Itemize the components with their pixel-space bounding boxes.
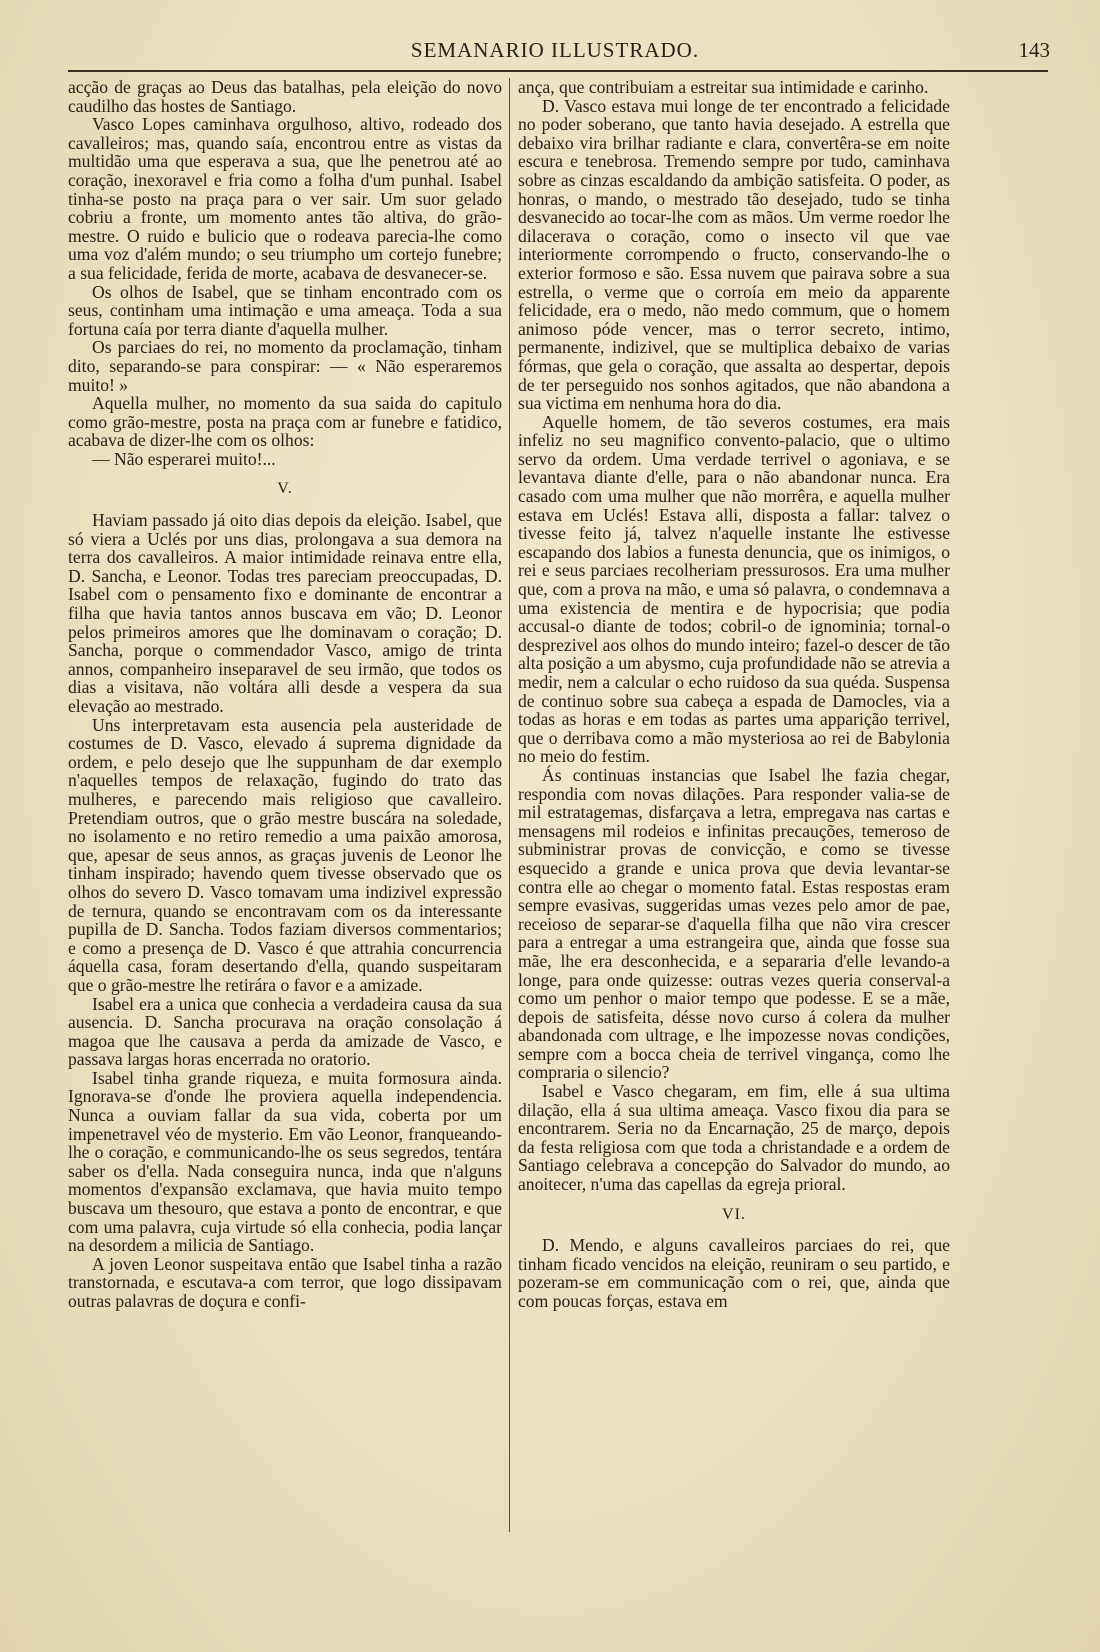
paragraph: D. Vasco estava mui longe de ter encontrado a felicidade no poder soberano, que tanto havia desejado. A estrella que debaixo vira brilhar radiante e clara, convertêra-se em noite escura e tenebrosa. Tremendo sempre por tudo, caminhava sobre as cinzas escaldando da ambição satisfeita. O poder, as honras, o mando, o mestrado tão desejado, tudo se tinha desvanecido ao tocar-lhe com as mãos. Um verme roedor lhe dilacerava o coração, como o insecto vil que vae interiormente corrompendo o fructo, conservando-lhe o exterior formoso e são. Essa nuvem que pairava sobre a sua estrella, o verme que o corroía em meio da apparente felicidade, era o medo, não medo commum, que o homem animoso póde vencer, mas o terror secreto, intimo, permanente, indizivel, que se multiplica debaixo de varias fórmas, que gela o coração, que assalta ao despertar, depois de ter perseguido nos sonhos agitados, que não abandona a sua victima em nenhuma hora do dia. <box>518 95 950 414</box>
right-column <box>518 78 950 1634</box>
dialogue-line: — Não esperarei muito!... <box>92 448 276 469</box>
paragraph: Os parciaes do rei, no momento da proclamação, tinham dito, separando-se para conspirar: — « Não esperaremos muito! » <box>68 337 502 395</box>
paragraph: A joven Leonor suspeitava então que Isabel tinha a razão transtornada, e escutava-a com terror, que logo dissipavam outras palavras de doçura e confi- <box>68 1253 502 1311</box>
column-divider <box>509 78 510 1532</box>
header-rule <box>68 70 1048 72</box>
paragraph: Os olhos de Isabel, que se tinham encontrado com os seus, continham uma intimação e uma ameaça. Toda a sua fortuna caía por terra diante d'aquella mulher. <box>68 281 502 339</box>
left-column <box>68 78 502 1634</box>
paragraph: Haviam passado já oito dias depois da eleição. Isabel, que só viera a Uclés por uns dias, prolongava a sua demora na terra dos cavalleiros. A maior intimidade reinava entre ella, D. Sancha, e Leonor. Todas tres pareciam preoccupadas, D. Isabel com o pensamento fixo e dominante de encontrar a filha que havia tantos annos buscava em vão; D. Leonor pelos primeiros amores que lhe dominavam o coração; D. Sancha, porque o commendador Vasco, amigo de trinta annos, companheiro inseparavel de seu irmão, que todos os dias a visitava, não voltára alli desde a vespera da sua elevação ao mestrado. <box>68 510 502 716</box>
paragraph: ança, que contribuiam a estreitar sua intimidade e carinho. <box>518 78 929 97</box>
paragraph: Isabel tinha grande riqueza, e muita formosura ainda. Ignorava-se d'onde lhe proviera aquella independencia. Nunca a ouviam fallar da sua vida, coberta por um impenetravel véo de mysterio. Em vão Leonor, franqueando-lhe o coração, e communicando-lhe os seus segredos, tentára saber os d'ella. Nada conseguira nunca, inda que n'alguns momentos d'expansão exclamava, que havia muito tempo buscava um thesouro, que estava a ponto de encontrar, e que com uma palavra, cuja virtude só ella conhecia, podia lançar na desordem a milicia de Santiago. <box>68 1067 502 1256</box>
running-title: SEMANARIO ILLUSTRADO. <box>410 38 700 62</box>
paragraph: Isabel era a unica que conhecia a verdadeira causa da sua ausencia. D. Sancha procurava na oração consolação á magoa que lhe causava a perda da amizade de Vasco, e passava largas horas encerrada no oratorio. <box>68 993 502 1070</box>
page-header <box>60 38 1050 70</box>
section-heading-v: V. <box>277 480 293 498</box>
paragraph: Ás continuas instancias que Isabel lhe fazia chegar, respondia com novas dilações. Para responder valia-se de mil estratagemas, disfarçava a letra, empregava nas cartas e mensagens mil rodeios e infinitas precauções, temeroso de subministrar provas de convicção, e como se tivesse esquecido a grande e unica prova que devia levantar-se contra elle ao chegar o momento fatal. Estas respostas eram sempre evasivas, suggeridas umas vezes pelo amor de pae, receioso de separar-se d'aquella filha que não vira crescer para a entregar a uma estrangeira que, ainda que fosse sua mãe, lhe era desconhecida, e a separaria d'elle levando-a longe, para onde quizesse: outras vezes queria conserval-a como um penhor o maior tempo que podesse. E se a mãe, depois de satisfeita, désse novo curso á colera da mulher abandonada com ultrage, e lhe impozesse novas condições, sempre com a bocca cheia de terrivel vingança, como lhe compraria o silencio? <box>518 764 950 1083</box>
section-heading-vi: VI. <box>722 1205 746 1223</box>
paragraph: Uns interpretavam esta ausencia pela austeridade de costumes de D. Vasco, elevado á suprema dignidade da ordem, e pelo desejo que lhe suppunham de dar exemplo n'aquelles tempos de relaxação, fugindo do trato das mulheres, e parecendo mais religioso que cavalleiro. Pretendiam outros, que o grão mestre buscára na soledade, no isolamento e no retiro remedio a uma paixão amorosa, que, apesar de seus annos, as graças juvenis de Leonor lhe tinham inspirado; havendo quem tivesse observado que os olhos do severo D. Vasco tomavam uma indizivel expressão de ternura, quando se encontravam com os da interessante pupilla de D. Sancha. Todos faziam diversos commentarios; e como a presença de D. Vasco é que attrahia concurrencia áquella casa, foram desertando d'ella, quando suspeitaram que o grão-mestre lhe retirára o favor e a amizade. <box>68 714 502 995</box>
paragraph: Aquella mulher, no momento da sua saida do capitulo como grão-mestre, posta na praça com ar funebre e fatidico, acabava de dizer-lhe com os olhos: <box>68 393 502 451</box>
paragraph: D. Mendo, e alguns cavalleiros parciaes do rei, que tinham ficado vencidos na eleição, reuniram o seu partido, e pozeram-se em communicação com o rei, que, ainda que com poucas forças, estava em <box>518 1235 950 1311</box>
paragraph: Isabel e Vasco chegaram, em fim, elle á sua ultima dilação, ella á sua ultima ameaça. Vasco fixou dia para se encontrarem. Seria no da Encarnação, 25 de março, depois da festa religiosa com que toda a christandade e a ordem de Santiago celebrava a concepção do Salvador do mundo, ao anoitecer, n'uma das capellas da egreja prioral. <box>518 1081 950 1195</box>
page-number: 143 <box>1018 38 1050 62</box>
paragraph: Vasco Lopes caminhava orgulhoso, altivo, rodeado dos cavalleiros; mas, quando saía, encontrou entre as vistas da multidão uma que esperava a sua, que lhe penetrou até ao coração, inexoravel e fria como a folha d'um punhal. Isabel tinha-se posto na praça para o ver sair. Um suor gelado cobriu a fronte, um momento antes tão altiva, do grão-mestre. O ruido e bulicio que o rodeava parecia-lhe como uma voz d'além mundo; o seu triumpho um cortejo funebre; a sua felicidade, ferida de morte, acabava de desvanecer-se. <box>68 114 502 283</box>
paragraph: Aquelle homem, de tão severos costumes, era mais infeliz no seu magnifico convento-palacio, que o ultimo servo da ordem. Uma verdade terrivel o agoniava, e se levantava diante d'elle, para o não abandonar nunca. Era casado com uma mulher que não morrêra, e aquella mulher estava em Uclés! Estava alli, disposta a fallar: talvez o tivesse feito já, talvez n'aquelle instante lhe estivesse escapando dos labios a funesta denuncia, que os inimigos, o rei e seus parciaes recolheriam pressurosos. Era uma mulher que, com a prova na mão, e uma só palavra, o condemnava a uma existencia de mentira e de hypocrisia; que podia accusal-o diante de todos; cobril-o de ignominia; tornal-o desprezivel aos olhos do mundo inteiro; fazel-o descer de tão alta posição a um abysmo, cuja profundidade não se atrevia a medir, nem a calcular o echo ruidoso da sua quéda. Suspensa de continuo sobre sua cabeça a espada de Damocles, via a todas as horas e em todas as partes uma apparição terrivel, que o derribava como a mão mysteriosa ao rei de Babylonia no meio do festim. <box>518 411 950 767</box>
paragraph: acção de graças ao Deus das batalhas, pela eleição do novo caudilho das hostes de Santiago. <box>68 78 502 116</box>
